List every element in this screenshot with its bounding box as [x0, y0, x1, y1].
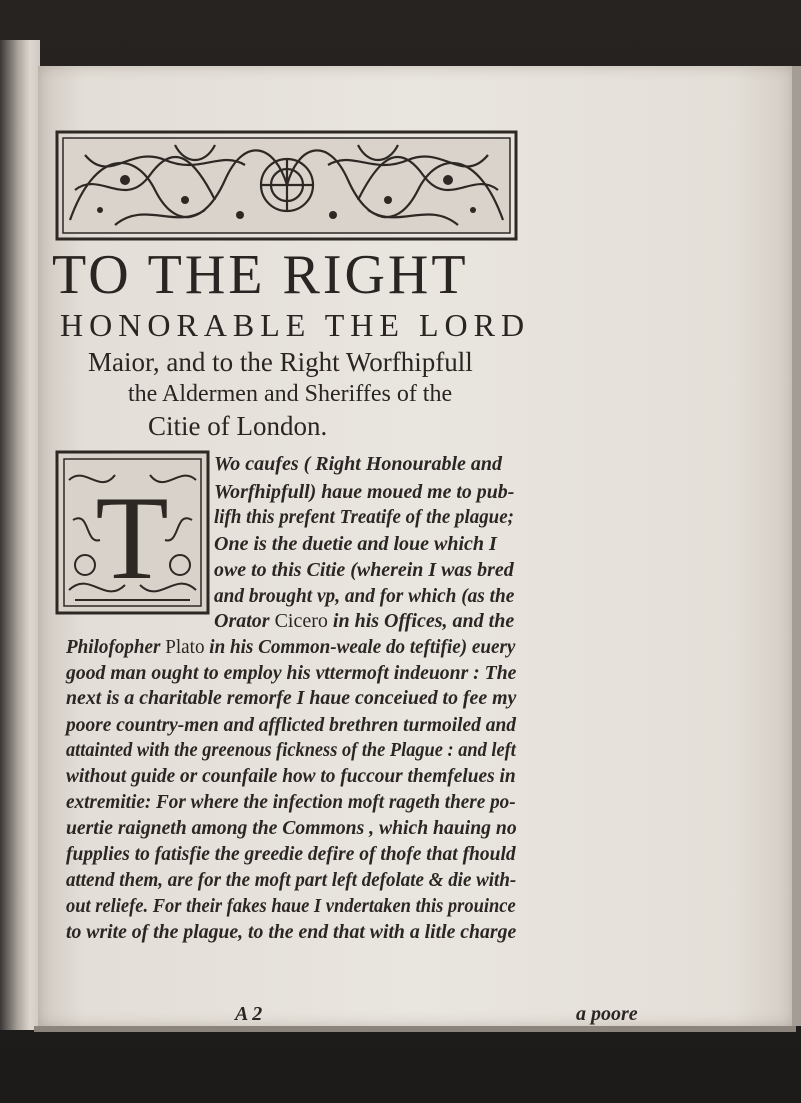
body-line — [214, 609, 514, 633]
body-line-text: Philofopher — [66, 636, 166, 658]
body-line: One is the duetie and loue which I — [214, 533, 497, 555]
body-line: attend them, are for the moft part left defolate & die with- — [66, 869, 517, 891]
body-line: lifh this prefent Treatife of the plague; — [214, 506, 514, 528]
body-line: good man ought to employ his vttermoft indeuonr : The — [66, 662, 517, 684]
initial-letter: T — [95, 471, 169, 604]
book-gutter — [0, 40, 40, 1030]
heading-line-5: Citie of London. — [148, 411, 328, 441]
body-line-text: in his Offices, and the — [327, 610, 515, 632]
page-bottom-edge — [34, 1026, 796, 1032]
page-edge — [792, 66, 801, 1026]
body-line: fupplies to fatisfie the greedie defire of thofe that fhould — [66, 843, 516, 865]
body-line: owe to this Citie (wherein I was bred — [214, 559, 514, 581]
body-line — [66, 635, 515, 659]
body-line: out reliefe. For their fakes haue I vndertaken this prouince — [66, 895, 516, 917]
body-line: next is a charitable remorfe I haue conceiued to fee my — [66, 687, 517, 709]
signature-mark: A 2 — [235, 1003, 263, 1025]
catchword: a poore — [576, 1003, 638, 1025]
heading-line-4: the Aldermen and Sheriffes of the — [128, 381, 453, 407]
heading-line-2: HONORABLE THE LORD — [60, 307, 531, 343]
body-line: Worfhipfull) haue moued me to pub- — [214, 481, 515, 503]
body-line: without guide or counfaile how to fuccour themfelues in — [66, 765, 516, 787]
body-line-text: in his Common-weale do teftifie) euery — [204, 636, 516, 658]
body-line-name: Cicero — [274, 610, 328, 632]
body-line-text: Orator — [214, 610, 275, 632]
body-line: Wo caufes ( Right Honourable and — [214, 453, 502, 475]
body-line: attainted with the greenous fickness of the Plague : and left — [66, 739, 516, 761]
body-line: poore country-men and afflicted brethren turmoiled and — [66, 714, 517, 736]
decorated-initial — [55, 450, 210, 615]
body-line: to write of the plague, to the end that with a litle charge — [66, 921, 517, 943]
body-line: extremitie: For where the infection moft rageth there po- — [66, 791, 516, 813]
body-line-name: Plato — [165, 636, 205, 658]
heading-line-3: Maior, and to the Right Worfhipfull — [88, 347, 473, 377]
heading-line-1: TO THE RIGHT — [52, 244, 469, 306]
body-line: uertie raigneth among the Commons , which hauing no — [66, 817, 517, 839]
body-line: and brought vp, and for which (as the — [214, 585, 515, 607]
headpiece-ornament — [55, 130, 518, 241]
